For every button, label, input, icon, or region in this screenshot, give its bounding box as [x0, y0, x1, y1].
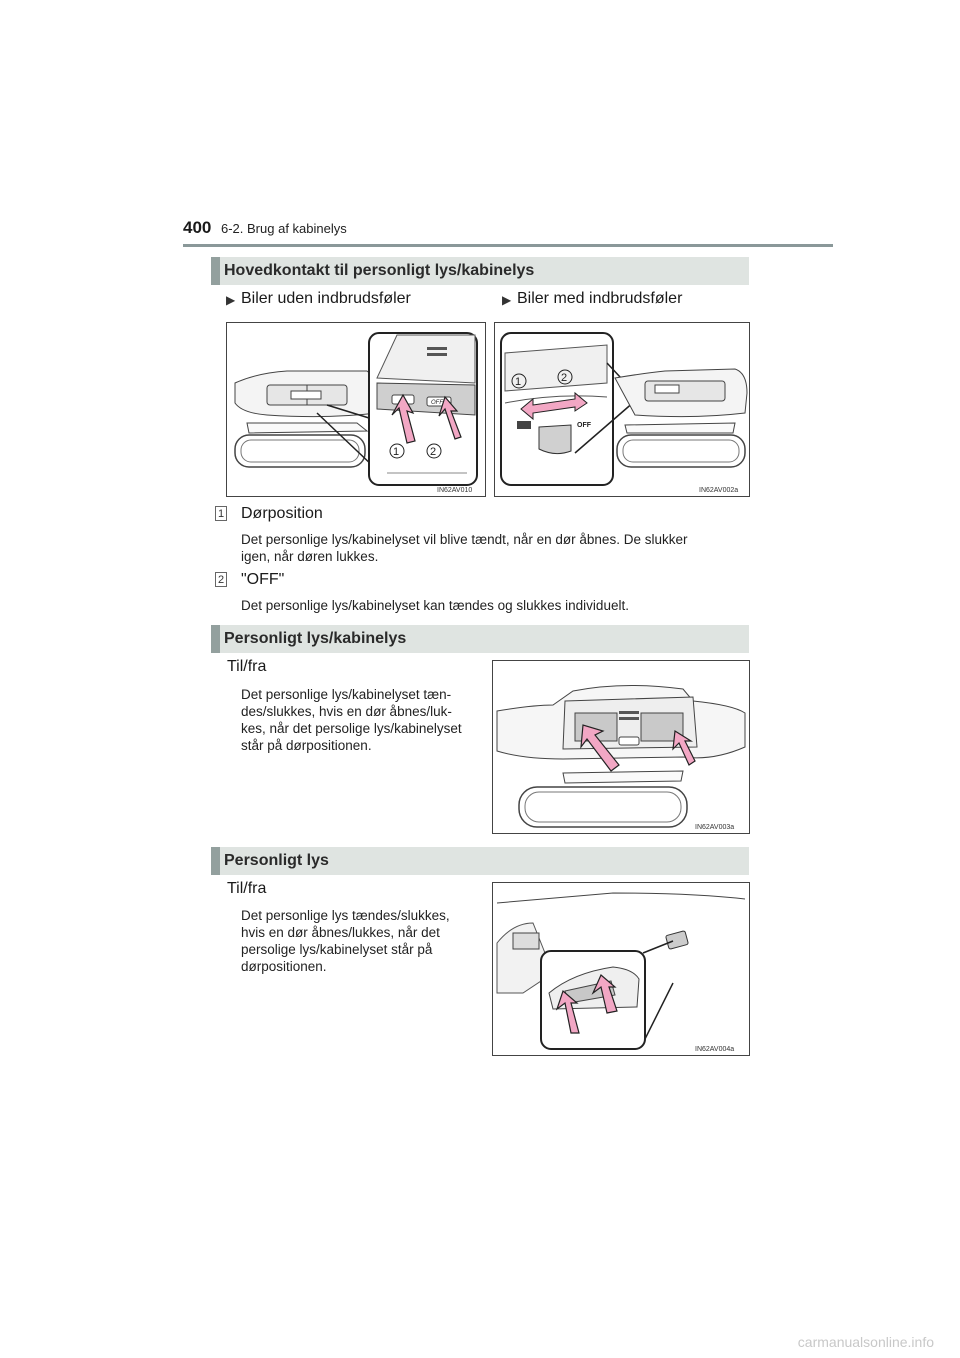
item-text: Det personlige lys/kabinelyset kan tændes og slukkes individuelt. — [241, 598, 629, 613]
off-button-label: OFF — [431, 400, 443, 406]
text-line: dørpositionen. — [241, 959, 327, 974]
figure-code: IN62AV004a — [695, 1046, 735, 1053]
header-rule — [183, 244, 833, 247]
off-position-label: OFF — [577, 422, 591, 429]
text-line: igen, når døren lukkes. — [241, 549, 379, 564]
figure-code: IN62AV003a — [695, 824, 735, 831]
overhead-console-illustration — [493, 661, 749, 833]
text-line: hvis en dør åbnes/lukkes, når det — [241, 925, 440, 940]
illustration-left — [226, 322, 486, 497]
item-title: Dørposition — [241, 505, 323, 522]
section-title: Personligt lys/kabinelys — [224, 630, 407, 647]
triangle-bullet-icon: ▶ — [502, 293, 512, 307]
item-number-box: 2 — [215, 572, 227, 587]
section-breadcrumb: 6-2. Brug af kabinelys — [221, 221, 347, 236]
paragraph — [241, 686, 481, 754]
callout-2: 2 — [430, 446, 437, 458]
illustration-right — [494, 322, 750, 497]
illustration-cabin-light — [492, 660, 750, 834]
text-line: kes, når det persolige lys/kabinelyset — [241, 721, 462, 736]
text-line: Det personlige lys/kabinelyset vil blive tændt, når en dør åbnes. De slukker — [241, 532, 688, 547]
text-line: des/slukkes, hvis en dør åbnes/luk- — [241, 704, 452, 719]
section-title: Personligt lys — [224, 852, 329, 869]
text-line: Det personlige lys/kabinelyset tæn- — [241, 687, 452, 702]
item-number-box: 1 — [215, 506, 227, 521]
callout-2: 2 — [561, 372, 568, 384]
variant-label-left: Biler uden indbrudsføler — [241, 290, 411, 307]
illustration-personal-light — [492, 882, 750, 1056]
item-text — [241, 531, 751, 565]
triangle-bullet-icon: ▶ — [226, 293, 236, 307]
subheading: Til/fra — [227, 658, 267, 675]
overhead-console-illustration — [227, 323, 485, 496]
figure-code: IN62AV002a — [699, 487, 739, 494]
section-title: Hovedkontakt til personligt lys/kabinelys — [224, 262, 535, 279]
paragraph — [241, 907, 481, 975]
text-line: Det personlige lys tændes/slukkes, — [241, 908, 450, 923]
callout-1: 1 — [393, 446, 400, 458]
item-title: "OFF" — [241, 571, 285, 588]
text-line: persolige lys/kabinelyset står på — [241, 942, 433, 957]
subheading: Til/fra — [227, 880, 267, 897]
callout-1: 1 — [515, 376, 522, 388]
overhead-console-illustration — [493, 883, 749, 1055]
figure-code: IN62AV010 — [437, 487, 473, 494]
overhead-console-illustration — [495, 323, 749, 496]
text-line: står på dørpositionen. — [241, 738, 372, 753]
watermark: carmanualsonline.info — [797, 1334, 934, 1350]
variant-label-right: Biler med indbrudsføler — [517, 290, 683, 307]
page-number: 400 — [183, 218, 212, 237]
